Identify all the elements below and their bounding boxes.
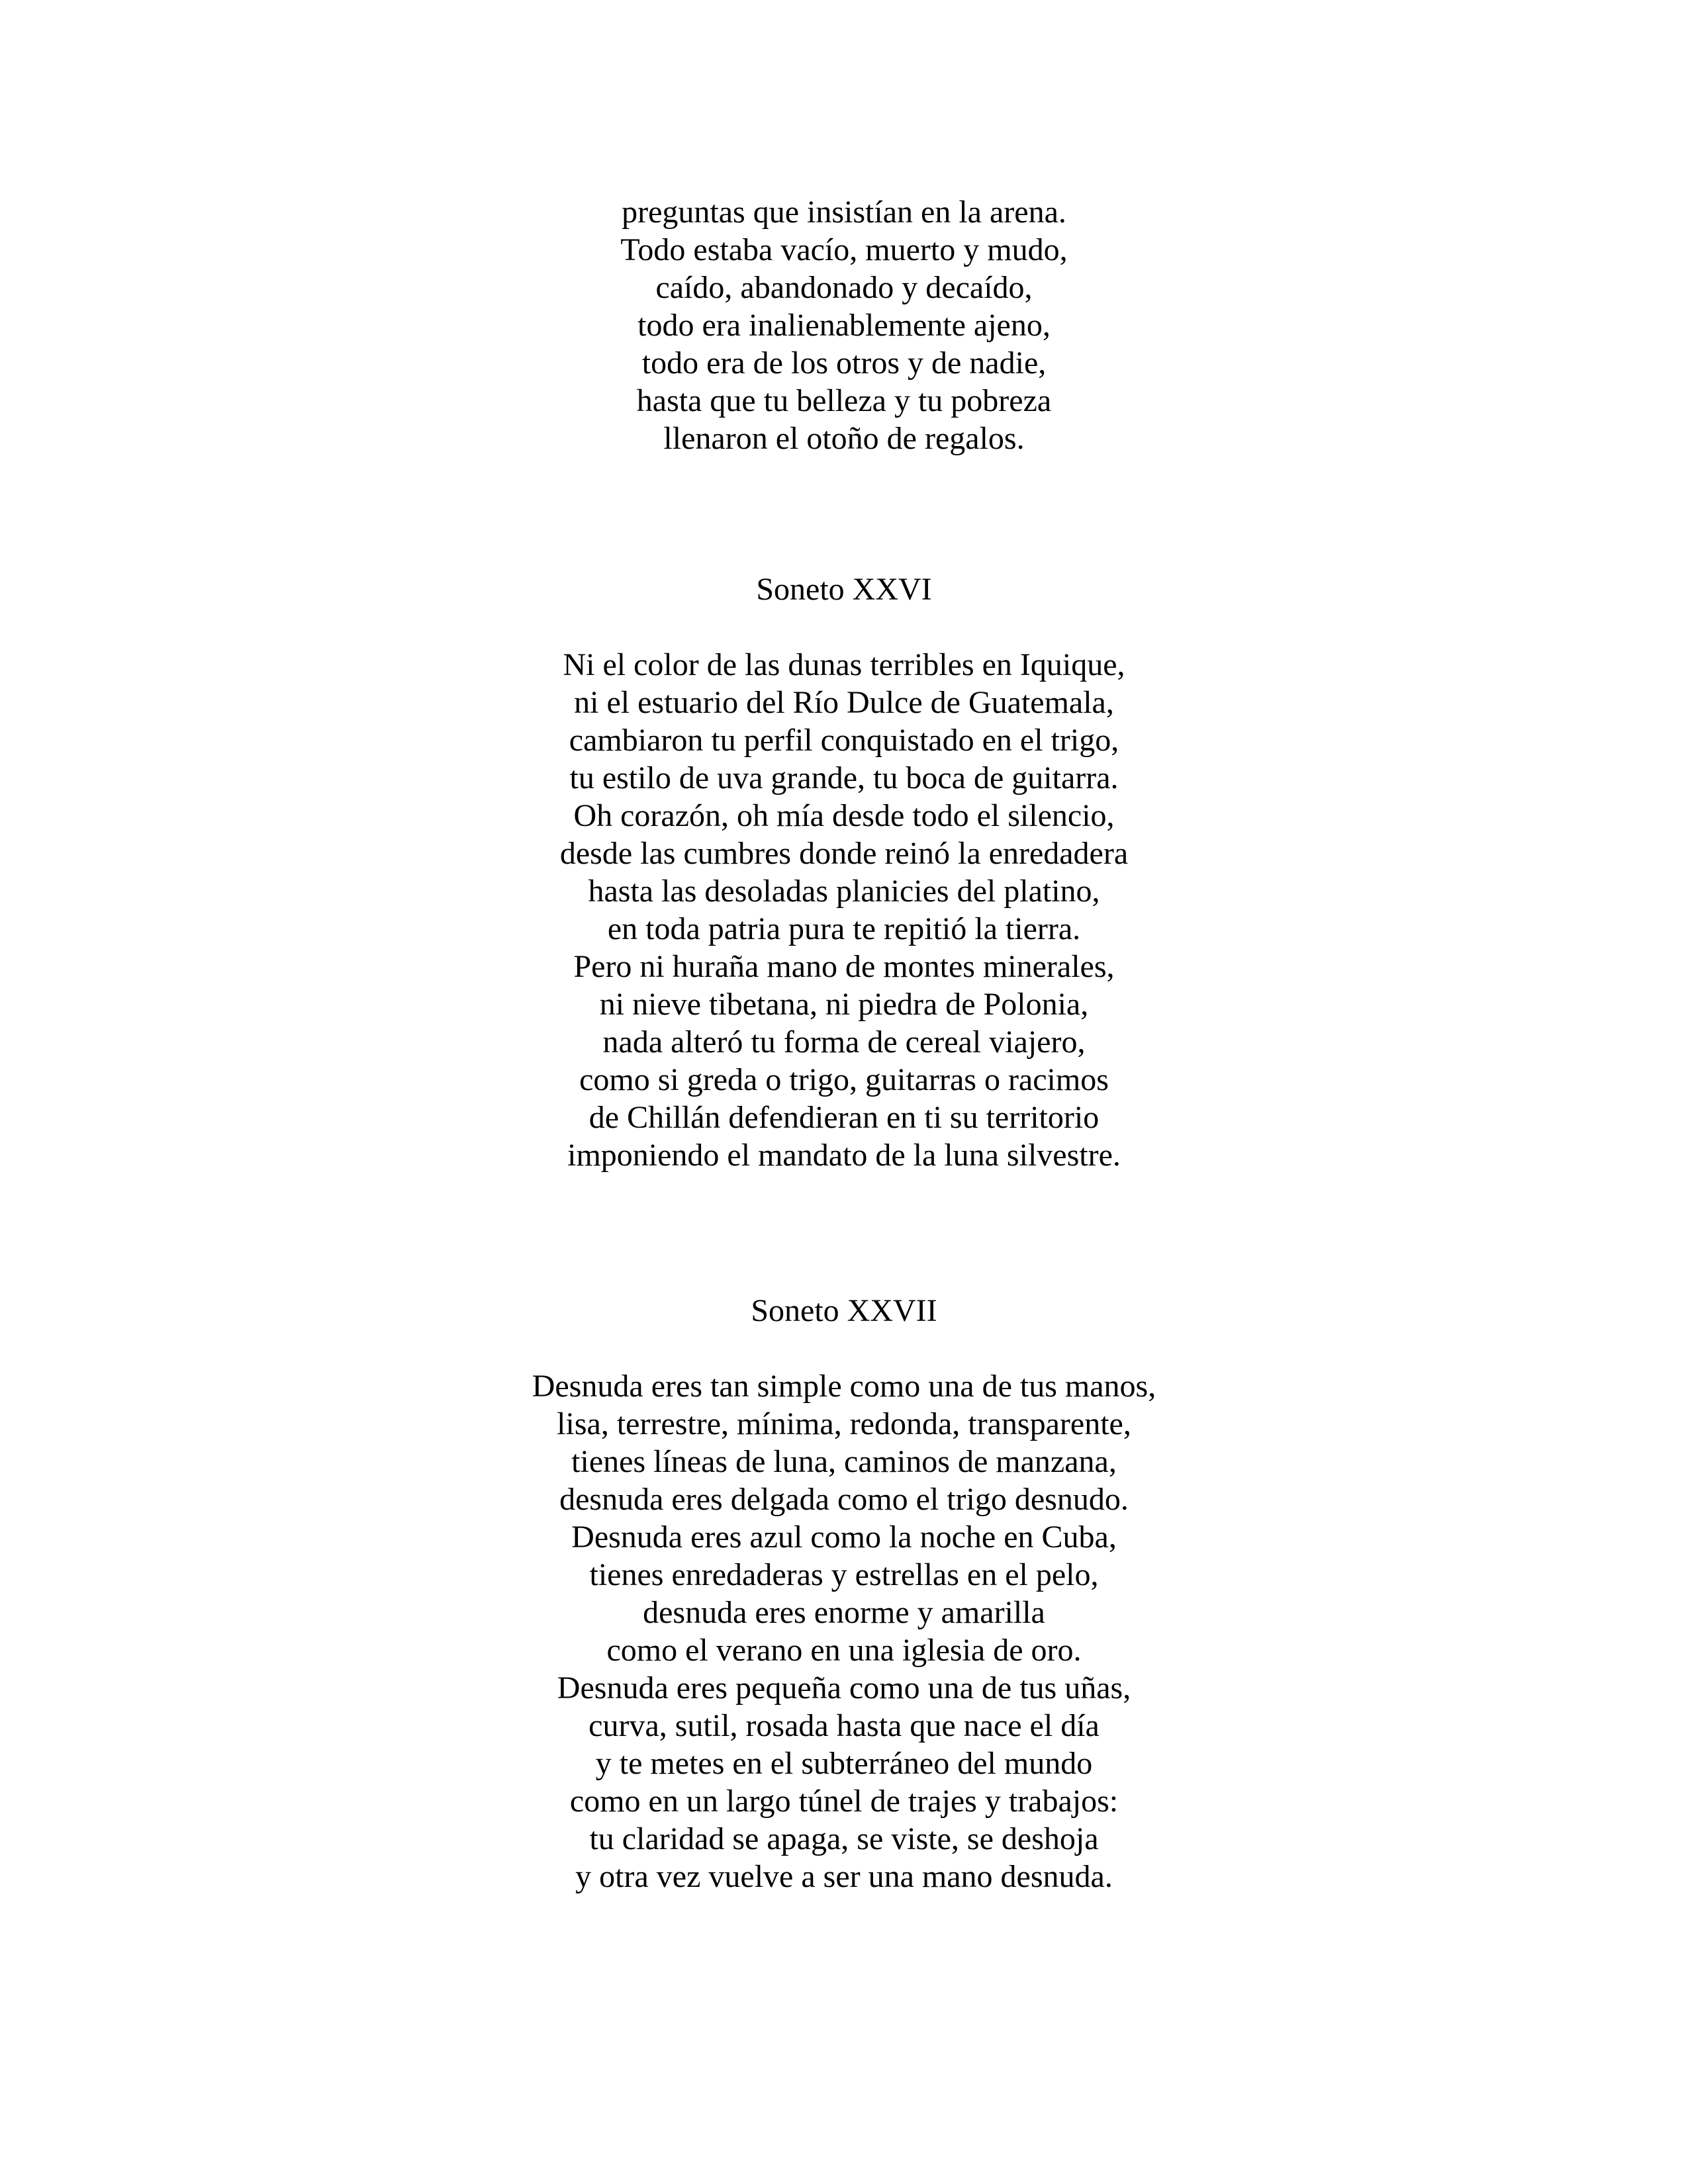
poem-line: Desnuda eres azul como la noche en Cuba,: [571, 1520, 1117, 1555]
poem-line: tu estilo de uva grande, tu boca de guitarra.: [569, 760, 1119, 796]
poem-line: desnuda eres delgada como el trigo desnudo.: [559, 1482, 1129, 1517]
poem-line: desde las cumbres donde reinó la enredadera: [559, 836, 1129, 871]
poem-line: todo era inalienablemente ajeno,: [637, 308, 1051, 343]
poem-line: hasta que tu belleza y tu pobreza: [636, 383, 1052, 418]
poem-line: hasta las desoladas planicies del platino,: [588, 874, 1100, 909]
sonnet-title: Soneto XXVII: [751, 1293, 937, 1328]
poem-line: y te metes en el subterráneo del mundo: [595, 1746, 1093, 1781]
poem-line: como en un largo túnel de trajes y trabajos:: [569, 1784, 1119, 1819]
poem-line: curva, sutil, rosada hasta que nace el día: [588, 1708, 1100, 1743]
poem-line: todo era de los otros y de nadie,: [641, 345, 1047, 381]
poem-line: Desnuda eres pequeña como una de tus uñas,: [557, 1670, 1131, 1706]
poem-line: cambiaron tu perfil conquistado en el trigo,: [569, 723, 1119, 758]
poem-line: Ni el color de las dunas terribles en Iquique,: [563, 647, 1125, 682]
poem-line: imponiendo el mandato de la luna silvestre.: [567, 1138, 1121, 1173]
poem-line: caído, abandonado y decaído,: [655, 270, 1033, 305]
poem-line: tienes líneas de luna, caminos de manzana,: [571, 1444, 1117, 1479]
poem-line: nada alteró tu forma de cereal viajero,: [602, 1024, 1086, 1060]
poem-line: preguntas que insistían en la arena.: [622, 195, 1066, 230]
poem-line: de Chillán defendieran en ti su territorio: [588, 1100, 1100, 1135]
poem-line: como si greda o trigo, guitarras o racimos: [579, 1062, 1109, 1097]
poem-line: Pero ni huraña mano de montes minerales,: [573, 949, 1115, 984]
poem-line: tienes enredaderas y estrellas en el pelo,: [589, 1557, 1099, 1592]
poem-line: lisa, terrestre, mínima, redonda, transparente,: [557, 1406, 1131, 1441]
poem-line: llenaron el otoño de regalos.: [663, 421, 1025, 456]
poem-line: Desnuda eres tan simple como una de tus manos,: [532, 1369, 1156, 1404]
poem-line: en toda patria pura te repitió la tierra.: [607, 911, 1081, 946]
sonnet-title: Soneto XXVI: [756, 572, 932, 607]
poem-line: Oh corazón, oh mía desde todo el silencio,: [573, 798, 1115, 833]
poem-line: ni el estuario del Río Dulce de Guatemala,: [574, 685, 1114, 720]
poem-line: como el verano en una iglesia de oro.: [606, 1633, 1082, 1668]
sonnet-body: [0, 646, 1688, 1174]
poem-line: y otra vez vuelve a ser una mano desnuda.: [575, 1859, 1113, 1894]
poem-line: Todo estaba vacío, muerto y mudo,: [620, 232, 1068, 267]
continuation-stanza: [0, 193, 1688, 457]
poem-line: desnuda eres enorme y amarilla: [643, 1595, 1045, 1630]
sonnet-body: [0, 1367, 1688, 1895]
poem-line: tu claridad se apaga, se viste, se deshoja: [589, 1821, 1099, 1856]
poem-line: ni nieve tibetana, ni piedra de Polonia,: [599, 987, 1089, 1022]
